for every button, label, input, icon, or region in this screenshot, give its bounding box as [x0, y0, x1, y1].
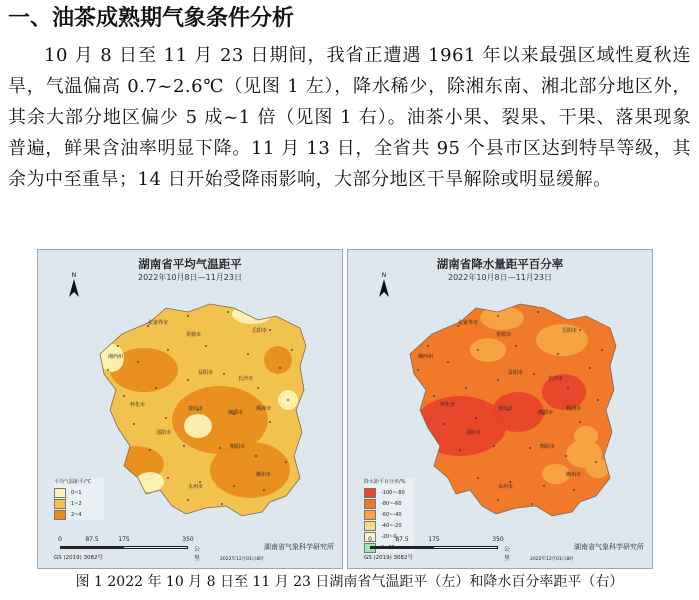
anomaly-zone: [210, 442, 290, 498]
legend-item: [364, 498, 414, 509]
anomaly-zone: [586, 458, 610, 478]
station-dot: [107, 369, 109, 371]
scale-label: 87.5: [395, 536, 409, 543]
station-dot: [475, 417, 477, 419]
city-label: 郴州市: [566, 472, 582, 478]
scale-unit: 公里: [504, 546, 511, 562]
city-label: 郴州市: [256, 472, 272, 478]
station-dot: [477, 477, 479, 479]
scale-label: 87.5: [85, 536, 99, 543]
city-label: 常德市: [496, 332, 512, 338]
city-label: 株洲市: [256, 406, 272, 412]
station-dot: [567, 387, 569, 389]
station-dot: [205, 345, 207, 347]
city-label: 长沙市: [548, 376, 564, 382]
station-dot: [257, 387, 259, 389]
station-dot: [497, 379, 499, 381]
station-dot: [459, 449, 461, 451]
map-credit: 湖南省气象科学研究所: [264, 543, 334, 551]
station-dot: [531, 503, 533, 505]
city-label: 永州市: [188, 484, 204, 490]
city-label: 张家界市: [458, 320, 479, 326]
legend-label: -80~-60: [381, 500, 402, 507]
station-dot: [493, 445, 495, 447]
station-dot: [477, 349, 479, 351]
city-label: 永州市: [498, 484, 514, 490]
station-dot: [221, 503, 223, 505]
station-dot: [417, 369, 419, 371]
station-dot: [117, 345, 119, 347]
section-heading: 一、油茶成熟期气象条件分析: [8, 6, 295, 31]
station-dot: [269, 329, 271, 331]
station-dot: [187, 379, 189, 381]
station-dot: [447, 361, 449, 363]
station-dot: [533, 373, 535, 375]
legend-label: -60~-40: [381, 511, 402, 518]
city-label: 衡阳市: [540, 444, 556, 450]
station-dot: [597, 399, 599, 401]
station-dot: [443, 423, 445, 425]
station-dot: [167, 349, 169, 351]
legend-swatch: [364, 499, 376, 509]
scale-label: 175: [118, 536, 130, 543]
svg-text:N: N: [381, 272, 387, 279]
station-dot: [579, 421, 581, 423]
anomaly-zone: [184, 414, 212, 438]
body-paragraph: 10 月 8 日至 11 月 23 日期间，我省正遭遇 1961 年以来最强区域性夏秋连旱，气温偏高 0.7~2.6℃（见图 1 左），降水稀少，除湘东南、湘北部分地区外，其余大部分地区偏少 5 成~1 倍（见图 1 右）。油茶小果、裂果、干果、落果现象普遍，鲜果含油率明显下降。11 月 13 日，全省共 95 个县市区达到特旱等级，其余为中至重旱；14 日开始受降雨影响，大部分地区干旱解除或明显缓解。: [8, 45, 691, 190]
scale-label: 175: [428, 536, 440, 543]
city-label: 湘西州: [418, 354, 434, 360]
station-dot: [537, 311, 539, 313]
station-dot: [123, 395, 125, 397]
legend-label: -100~-80: [381, 489, 405, 496]
station-dot: [165, 417, 167, 419]
map-title: 湖南省降水量距平百分率: [436, 257, 564, 271]
map-approval-code: GS (2019) 3082号: [54, 555, 104, 561]
legend-item: [54, 509, 104, 520]
city-label: 邵阳市: [466, 430, 482, 436]
legend-swatch: [54, 488, 66, 498]
station-dot: [279, 367, 281, 369]
station-dot: [137, 361, 139, 363]
legend-item: [364, 487, 414, 498]
figure-caption: 图 1 2022 年 10 月 8 日至 11 月 23 日湖南省气温距平（左）和降水百分率距平（右）: [75, 574, 624, 590]
city-label: 娄底市: [188, 406, 204, 412]
anomaly-zone: [264, 346, 292, 374]
station-dot: [155, 387, 157, 389]
map-approval-code: GS (2019) 3082号: [364, 555, 414, 561]
station-dot: [497, 315, 499, 317]
station-dot: [247, 353, 249, 355]
city-label: 益阳市: [508, 370, 524, 376]
anomaly-zone: [232, 304, 272, 324]
station-dot: [557, 353, 559, 355]
map-title: 湖南省平均气温距平: [138, 257, 242, 271]
city-label: 湘西州: [108, 354, 124, 360]
city-label: 岳阳市: [252, 328, 268, 334]
station-dot: [465, 387, 467, 389]
legend-swatch: [364, 510, 376, 520]
city-label: 常德市: [186, 332, 202, 338]
station-dot: [167, 477, 169, 479]
station-dot: [543, 485, 545, 487]
city-label: 岳阳市: [562, 328, 578, 334]
station-dot: [589, 367, 591, 369]
legend-swatch: [364, 488, 376, 498]
city-label: 株洲市: [566, 406, 582, 412]
station-dot: [287, 399, 289, 401]
station-dot: [497, 499, 499, 501]
legend-title: 平均气温距平/℃: [54, 479, 92, 485]
legend-swatch: [54, 499, 66, 509]
precipitation-anomaly-map: [347, 249, 653, 569]
station-dot: [433, 395, 435, 397]
station-dot: [595, 461, 597, 463]
legend-label: -40~-20: [381, 522, 402, 529]
scale-label: 0: [368, 536, 372, 543]
station-dot: [199, 481, 201, 483]
station-dot: [509, 481, 511, 483]
city-label: 湘潭市: [228, 410, 244, 416]
legend-item: [364, 509, 414, 520]
station-dot: [219, 447, 221, 449]
anomaly-zone: [470, 338, 506, 362]
station-dot: [149, 449, 151, 451]
city-label: 张家界市: [148, 320, 169, 326]
map-legend: [54, 478, 104, 520]
station-dot: [223, 373, 225, 375]
city-label: 衡阳市: [230, 444, 246, 450]
station-dot: [263, 489, 265, 491]
legend-item: [54, 498, 104, 509]
temperature-anomaly-map: [37, 249, 343, 569]
station-dot: [227, 311, 229, 313]
city-label: 娄底市: [498, 406, 514, 412]
station-dot: [255, 455, 257, 457]
map-date: 2022年12月01日8时: [220, 557, 264, 562]
legend-swatch: [364, 521, 376, 531]
map-subtitle: 2022年10月8日—11月23日: [448, 273, 552, 282]
station-dot: [515, 345, 517, 347]
map-date: 2022年12月01日8时: [530, 557, 574, 562]
scale-label: 350: [182, 536, 194, 543]
scale-label: 350: [492, 536, 504, 543]
legend-swatch: [54, 510, 66, 520]
city-label: 怀化市: [440, 402, 456, 408]
anomaly-zone: [492, 392, 544, 432]
station-dot: [187, 499, 189, 501]
station-dot: [291, 349, 293, 351]
legend-label: 2~4: [71, 511, 82, 518]
station-dot: [233, 485, 235, 487]
city-label: 湘潭市: [538, 410, 554, 416]
city-label: 长沙市: [238, 376, 254, 382]
station-dot: [183, 445, 185, 447]
svg-text:N: N: [71, 272, 77, 279]
legend-item: [364, 520, 414, 531]
station-dot: [601, 349, 603, 351]
station-dot: [285, 461, 287, 463]
station-dot: [573, 489, 575, 491]
station-dot: [133, 423, 135, 425]
map-subtitle: 2022年10月8日—11月23日: [138, 273, 242, 282]
station-dot: [187, 315, 189, 317]
city-label: 益阳市: [198, 370, 214, 376]
scale-label: 0: [58, 536, 62, 543]
anomaly-zone: [574, 426, 598, 446]
legend-label: 1~2: [71, 500, 82, 507]
legend-label: 0~1: [71, 489, 82, 496]
legend-item: [54, 487, 104, 498]
station-dot: [427, 345, 429, 347]
legend-label: -20~0: [381, 533, 397, 540]
station-dot: [579, 329, 581, 331]
map-credit: 湖南省气象科学研究所: [574, 543, 644, 551]
station-dot: [529, 447, 531, 449]
anomaly-zone: [414, 396, 506, 456]
legend-title: 降水距平百分率/%: [364, 479, 406, 485]
scale-unit: 公里: [194, 546, 201, 562]
city-label: 怀化市: [130, 402, 146, 408]
station-dot: [269, 421, 271, 423]
city-label: 邵阳市: [156, 430, 172, 436]
station-dot: [565, 455, 567, 457]
